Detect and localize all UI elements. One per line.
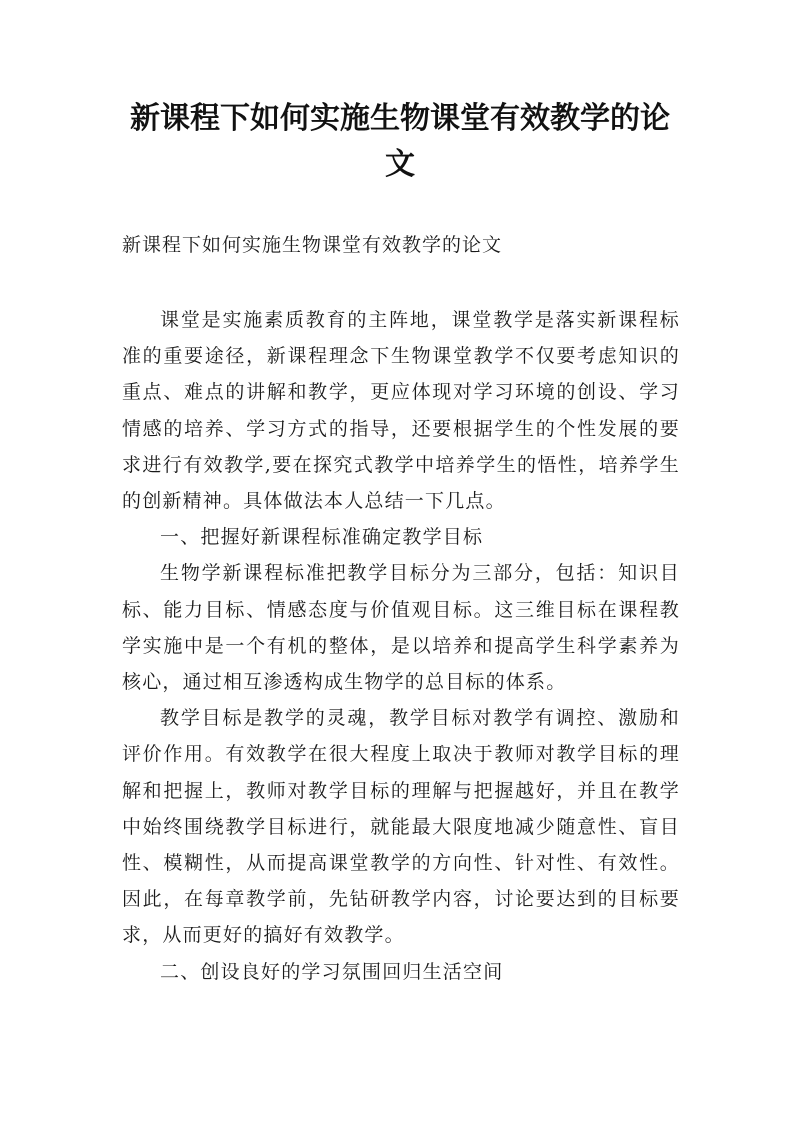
paragraph-intro: 课堂是实施素质教育的主阵地，课堂教学是落实新课程标准的重要途径，新课程理念下生物课堂教学不仅要考虑知识的重点、难点的讲解和教学，更应体现对学习环境的创设、学习情感的培养、学习方式的指导，还要根据学生的个性发展的要求进行有效教学,要在探究式教学中培养学生的悟性，培养学生的创新精神。具体做法本人总结一下几点。 — [122, 309, 680, 513]
section-heading-1: 一、把握好新课程标准确定教学目标 — [160, 526, 484, 549]
document-title: 新课程下如何实施生物课堂有效教学的论文 — [130, 101, 670, 182]
document-body — [122, 302, 680, 990]
section-heading-2: 二、创设良好的学习氛围回归生活空间 — [160, 960, 504, 983]
paragraph-goals: 生物学新课程标准把教学目标分为三部分，包括：知识目标、能力目标、情感态度与价值观目标。这三维目标在课程教学实施中是一个有机的整体，是以培养和提高学生科学素养为核心，通过相互渗透构成生物学的总目标的体系。 — [122, 562, 680, 694]
document-subtitle: 新课程下如何实施生物课堂有效教学的论文 — [122, 234, 503, 256]
paragraph-goal-role: 教学目标是教学的灵魂，教学目标对教学有调控、激励和评价作用。有效教学在很大程度上取决于教师对教学目标的理解和把握上，教师对教学目标的理解与把握越好，并且在教学中始终围绕教学目标进行，就能最大限度地减少随意性、盲目性、模糊性，从而提高课堂教学的方向性、针对性、有效性。因此，在每章教学前，先钻研教学内容，讨论要达到的目标要求，从而更好的搞好有效教学。 — [122, 707, 680, 947]
